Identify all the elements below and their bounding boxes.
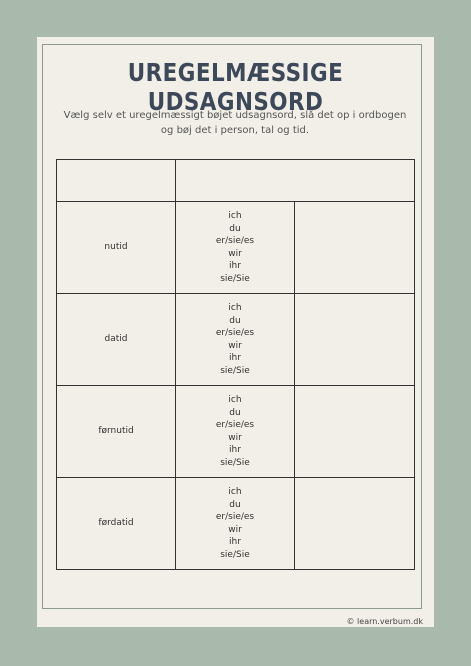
pronoun: er/sie/es xyxy=(215,236,255,246)
tense-label: datid xyxy=(57,294,176,386)
pronoun: sie/Sie xyxy=(220,549,250,560)
answer-cell[interactable] xyxy=(295,478,415,570)
pronoun: du xyxy=(229,499,241,510)
tense-label: nutid xyxy=(57,202,176,294)
instructions-line-2: og bøj det i person, tal og tid. xyxy=(160,125,310,136)
copyright-footer: © learn.verbum.dk xyxy=(346,617,423,626)
pronoun: ich xyxy=(228,211,242,221)
pronoun-list xyxy=(176,294,295,386)
pronoun-list xyxy=(176,202,295,294)
page-title: UREGELMÆSSIGE UDSAGNSORD xyxy=(127,58,344,116)
pronoun: du xyxy=(229,407,241,418)
answer-cell[interactable] xyxy=(295,386,415,478)
pronoun: er/sie/es xyxy=(215,512,255,522)
header-empty-cell xyxy=(57,160,176,202)
tense-label: førnutid xyxy=(57,386,176,478)
pronoun: er/sie/es xyxy=(215,328,255,338)
pronoun-list xyxy=(176,386,295,478)
pronoun: er/sie/es xyxy=(215,420,255,430)
answer-cell[interactable] xyxy=(295,202,415,294)
pronoun: wir xyxy=(228,248,242,259)
pronoun-list xyxy=(176,478,295,570)
verb-entry-cell[interactable] xyxy=(176,160,415,202)
instructions xyxy=(60,108,410,138)
pronoun: ihr xyxy=(229,537,241,547)
pronoun: ich xyxy=(228,395,242,405)
table-row xyxy=(57,294,415,386)
conjugation-table xyxy=(56,159,415,570)
pronoun: wir xyxy=(228,524,242,535)
table-row xyxy=(57,202,415,294)
table-row xyxy=(57,386,415,478)
pronoun: ihr xyxy=(229,353,241,363)
pronoun: ich xyxy=(228,303,242,313)
table-row xyxy=(57,478,415,570)
answer-cell[interactable] xyxy=(295,294,415,386)
pronoun: ihr xyxy=(229,261,241,271)
tense-label: førdatid xyxy=(57,478,176,570)
pronoun: ihr xyxy=(229,445,241,455)
instructions-line-1: Vælg selv et uregelmæssigt bøjet udsagnsord, slå det op i ordbogen xyxy=(63,110,407,121)
pronoun: sie/Sie xyxy=(220,365,250,376)
pronoun: du xyxy=(229,223,241,234)
pronoun: ich xyxy=(228,487,242,497)
pronoun: sie/Sie xyxy=(220,457,250,468)
pronoun: du xyxy=(229,315,241,326)
pronoun: wir xyxy=(228,432,242,443)
table-header-row xyxy=(57,160,415,202)
pronoun: sie/Sie xyxy=(220,273,250,284)
pronoun: wir xyxy=(228,340,242,351)
